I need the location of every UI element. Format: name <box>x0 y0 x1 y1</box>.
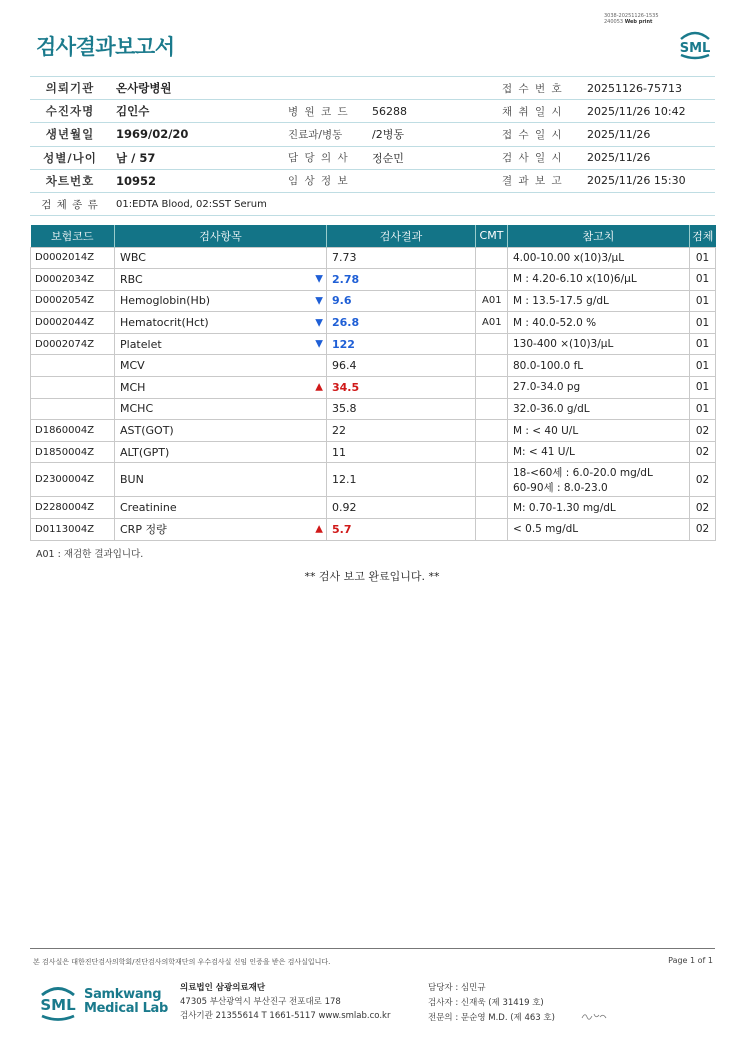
info-label: 병 원 코 드 <box>282 100 366 123</box>
table-row <box>31 463 716 497</box>
test-result: 96.4 <box>327 355 476 377</box>
test-name-text: RBC <box>120 272 143 286</box>
staff-role: 전문의 : <box>428 1013 459 1023</box>
info-label: 성별/나이 <box>30 146 110 169</box>
reference-range: M : 13.5-17.5 g/dL <box>508 290 690 312</box>
test-result: 7.73 <box>327 247 476 269</box>
staff-row <box>428 981 555 996</box>
cmt-code <box>476 519 508 541</box>
info-value: 20251126-75713 <box>581 77 715 100</box>
info-label: 검 체 종 류 <box>30 192 110 215</box>
insurance-code: D0002044Z <box>31 312 115 334</box>
results-header-row <box>31 225 716 247</box>
info-label: 의뢰기관 <box>30 77 110 100</box>
insurance-code: D0002074Z <box>31 333 115 355</box>
info-value: 01:EDTA Blood, 02:SST Serum <box>110 192 715 215</box>
test-name <box>115 269 327 291</box>
test-name-text: Creatinine <box>120 501 177 515</box>
info-value: 정순민 <box>366 146 496 169</box>
specimen-code: 01 <box>690 247 716 269</box>
sml-logo-icon <box>675 27 715 61</box>
staff-role: 담당자 : <box>428 983 459 993</box>
table-row <box>31 519 716 541</box>
test-result: 22 <box>327 420 476 442</box>
reference-range: M : 40.0-52.0 % <box>508 312 690 334</box>
reference-range: 4.00-10.00 x(10)3/μL <box>508 247 690 269</box>
org-contact: 검사기관 21355614 T 1661-5117 www.smlab.co.kr <box>180 1011 391 1021</box>
reference-range: 80.0-100.0 fL <box>508 355 690 377</box>
col-header: 보험코드 <box>31 225 115 247</box>
high-flag-icon: ▲ <box>315 381 323 393</box>
reference-range: 32.0-36.0 g/dL <box>508 398 690 420</box>
info-value-empty <box>366 77 496 100</box>
test-result: 35.8 <box>327 398 476 420</box>
brand-line1: Samkwang <box>84 987 162 1002</box>
info-label: 차트번호 <box>30 169 110 192</box>
table-row <box>31 312 716 334</box>
staff-role: 검사자 : <box>428 998 459 1008</box>
test-name <box>115 247 327 269</box>
test-name-text: Hemoglobin(Hb) <box>120 294 211 308</box>
col-header: 검사결과 <box>327 225 476 247</box>
specimen-code: 02 <box>690 420 716 442</box>
cmt-code: A01 <box>476 290 508 312</box>
print-mode: Web print <box>624 19 653 25</box>
cmt-code <box>476 463 508 497</box>
cmt-code <box>476 355 508 377</box>
test-name-text: CRP 정량 <box>120 523 167 537</box>
test-result: 11 <box>327 441 476 463</box>
info-label: 수진자명 <box>30 100 110 123</box>
staff-name: 심민규 <box>460 983 486 993</box>
page-number: Page 1 of 1 <box>668 956 713 965</box>
reference-range-line1: 18-<60세 : 6.0-20.0 mg/dL <box>513 466 653 479</box>
logo-text: SML <box>679 41 711 56</box>
test-name-text: BUN <box>120 473 144 487</box>
test-name <box>115 463 327 497</box>
test-name-text: MCHC <box>120 402 154 416</box>
test-name <box>115 355 327 377</box>
specimen-code: 02 <box>690 463 716 497</box>
staff-info <box>428 981 555 1026</box>
test-name <box>115 377 327 399</box>
test-result: 0.92 <box>327 497 476 519</box>
reference-range-line2: 60-90세 : 8.0-23.0 <box>513 481 608 494</box>
info-row <box>30 146 715 169</box>
reference-range: < 0.5 mg/dL <box>508 519 690 541</box>
test-name <box>115 519 327 541</box>
test-name <box>115 398 327 420</box>
test-result: 122 <box>327 333 476 355</box>
info-value: 2025/11/26 15:30 <box>581 169 715 192</box>
staff-name: 문순영 M.D. (제 463 호) <box>460 1013 555 1023</box>
info-value <box>366 169 496 192</box>
specimen-code: 01 <box>690 290 716 312</box>
test-result: 26.8 <box>327 312 476 334</box>
test-name <box>115 333 327 355</box>
col-header: 참고치 <box>508 225 690 247</box>
staff-row <box>428 1011 555 1026</box>
specimen-code: 01 <box>690 269 716 291</box>
info-row <box>30 192 715 215</box>
results-table <box>30 225 716 541</box>
footer-logo-text: SML <box>40 996 76 1014</box>
insurance-code: D1850004Z <box>31 441 115 463</box>
low-flag-icon: ▼ <box>315 338 323 350</box>
cmt-code <box>476 398 508 420</box>
col-header: CMT <box>476 225 508 247</box>
info-label: 접 수 번 호 <box>496 77 581 100</box>
reference-range <box>508 463 690 497</box>
table-row <box>31 290 716 312</box>
table-row <box>31 269 716 291</box>
test-name-text: ALT(GPT) <box>120 445 170 459</box>
insurance-code <box>31 355 115 377</box>
info-value: 56288 <box>366 100 496 123</box>
cmt-code <box>476 377 508 399</box>
info-value: 김인수 <box>110 100 282 123</box>
sml-footer-logo-icon <box>36 980 80 1024</box>
insurance-code: D2280004Z <box>31 497 115 519</box>
print-id <box>604 13 659 25</box>
insurance-code <box>31 377 115 399</box>
info-value: 남 / 57 <box>110 146 282 169</box>
cmt-code <box>476 247 508 269</box>
table-row <box>31 333 716 355</box>
print-id-line1: 3038-20251126-1535 <box>604 13 659 19</box>
reference-range: 130-400 ×(10)3/μL <box>508 333 690 355</box>
low-flag-icon: ▼ <box>315 317 323 329</box>
insurance-code <box>31 398 115 420</box>
test-name-text: MCV <box>120 359 145 373</box>
high-flag-icon: ▲ <box>315 523 323 535</box>
info-label: 임 상 정 보 <box>282 169 366 192</box>
cmt-code <box>476 333 508 355</box>
test-result: 5.7 <box>327 519 476 541</box>
staff-row <box>428 996 555 1011</box>
reference-range: M : 4.20-6.10 x(10)6/μL <box>508 269 690 291</box>
info-row <box>30 169 715 192</box>
table-row <box>31 377 716 399</box>
cmt-code <box>476 497 508 519</box>
cmt-code <box>476 441 508 463</box>
cmt-code: A01 <box>476 312 508 334</box>
test-result: 2.78 <box>327 269 476 291</box>
specimen-code: 01 <box>690 377 716 399</box>
test-name <box>115 312 327 334</box>
cmt-code <box>476 269 508 291</box>
org-name: 의료법인 삼광의료재단 <box>180 983 266 993</box>
col-header: 검사항목 <box>115 225 327 247</box>
test-name-text: Platelet <box>120 337 162 351</box>
reference-range: M: < 41 U/L <box>508 441 690 463</box>
specimen-code: 02 <box>690 441 716 463</box>
insurance-code: D0113004Z <box>31 519 115 541</box>
info-value: 2025/11/26 10:42 <box>581 100 715 123</box>
info-label: 담 당 의 사 <box>282 146 366 169</box>
table-row <box>31 398 716 420</box>
test-name-text: AST(GOT) <box>120 424 174 438</box>
brand-line2: Medical Lab <box>84 1001 169 1016</box>
info-label: 생년월일 <box>30 123 110 146</box>
print-id-line2: 240053 <box>604 19 624 25</box>
test-name <box>115 290 327 312</box>
info-label: 검 사 일 시 <box>496 146 581 169</box>
specimen-code: 01 <box>690 312 716 334</box>
info-value: 온사랑병원 <box>110 77 282 100</box>
info-label-empty <box>282 77 366 100</box>
page-title: 검사결과보고서 <box>36 35 175 59</box>
signature-icon <box>580 1010 608 1022</box>
info-row <box>30 123 715 146</box>
cmt-note: A01 : 재검한 결과입니다. <box>36 549 144 560</box>
table-row <box>31 355 716 377</box>
specimen-code: 01 <box>690 333 716 355</box>
reference-range: 27.0-34.0 pg <box>508 377 690 399</box>
specimen-code: 02 <box>690 497 716 519</box>
col-header: 검체 <box>690 225 716 247</box>
table-row <box>31 247 716 269</box>
org-address: 47305 부산광역시 부산진구 전포대로 178 <box>180 997 341 1007</box>
test-name <box>115 497 327 519</box>
table-row <box>31 497 716 519</box>
test-name-text: Hematocrit(Hct) <box>120 316 209 330</box>
brand-name <box>84 988 168 1016</box>
test-result: 12.1 <box>327 463 476 497</box>
insurance-code: D1860004Z <box>31 420 115 442</box>
info-value: /2병동 <box>366 123 496 146</box>
insurance-code: D2300004Z <box>31 463 115 497</box>
certification-text: 본 검사실은 대한진단검사의학회/진단검사의학재단의 우수검사실 신임 인증을 받은 검사실입니다. <box>33 958 331 966</box>
info-row <box>30 100 715 123</box>
reference-range: M: 0.70-1.30 mg/dL <box>508 497 690 519</box>
low-flag-icon: ▼ <box>315 273 323 285</box>
info-value: 1969/02/20 <box>110 123 282 146</box>
test-name-text: WBC <box>120 251 146 265</box>
table-row <box>31 441 716 463</box>
info-label: 결 과 보 고 <box>496 169 581 192</box>
test-result: 9.6 <box>327 290 476 312</box>
patient-info-table <box>30 76 715 216</box>
table-row <box>31 420 716 442</box>
info-value: 10952 <box>110 169 282 192</box>
test-name-text: MCH <box>120 380 146 394</box>
test-name <box>115 420 327 442</box>
info-label: 접 수 일 시 <box>496 123 581 146</box>
organization-info <box>180 981 390 1023</box>
info-row <box>30 77 715 100</box>
completion-message: ** 검사 보고 완료입니다. ** <box>304 570 440 583</box>
insurance-code: D0002054Z <box>31 290 115 312</box>
test-name <box>115 441 327 463</box>
insurance-code: D0002014Z <box>31 247 115 269</box>
info-value: 2025/11/26 <box>581 146 715 169</box>
footer-divider <box>30 948 715 949</box>
specimen-code: 02 <box>690 519 716 541</box>
staff-name: 신재욱 (제 31419 호) <box>460 998 544 1008</box>
specimen-code: 01 <box>690 398 716 420</box>
reference-range: M : < 40 U/L <box>508 420 690 442</box>
low-flag-icon: ▼ <box>315 295 323 307</box>
insurance-code: D0002034Z <box>31 269 115 291</box>
info-value: 2025/11/26 <box>581 123 715 146</box>
test-result: 34.5 <box>327 377 476 399</box>
cmt-code <box>476 420 508 442</box>
info-label: 진료과/병동 <box>282 123 366 146</box>
info-label: 채 취 일 시 <box>496 100 581 123</box>
specimen-code: 01 <box>690 355 716 377</box>
